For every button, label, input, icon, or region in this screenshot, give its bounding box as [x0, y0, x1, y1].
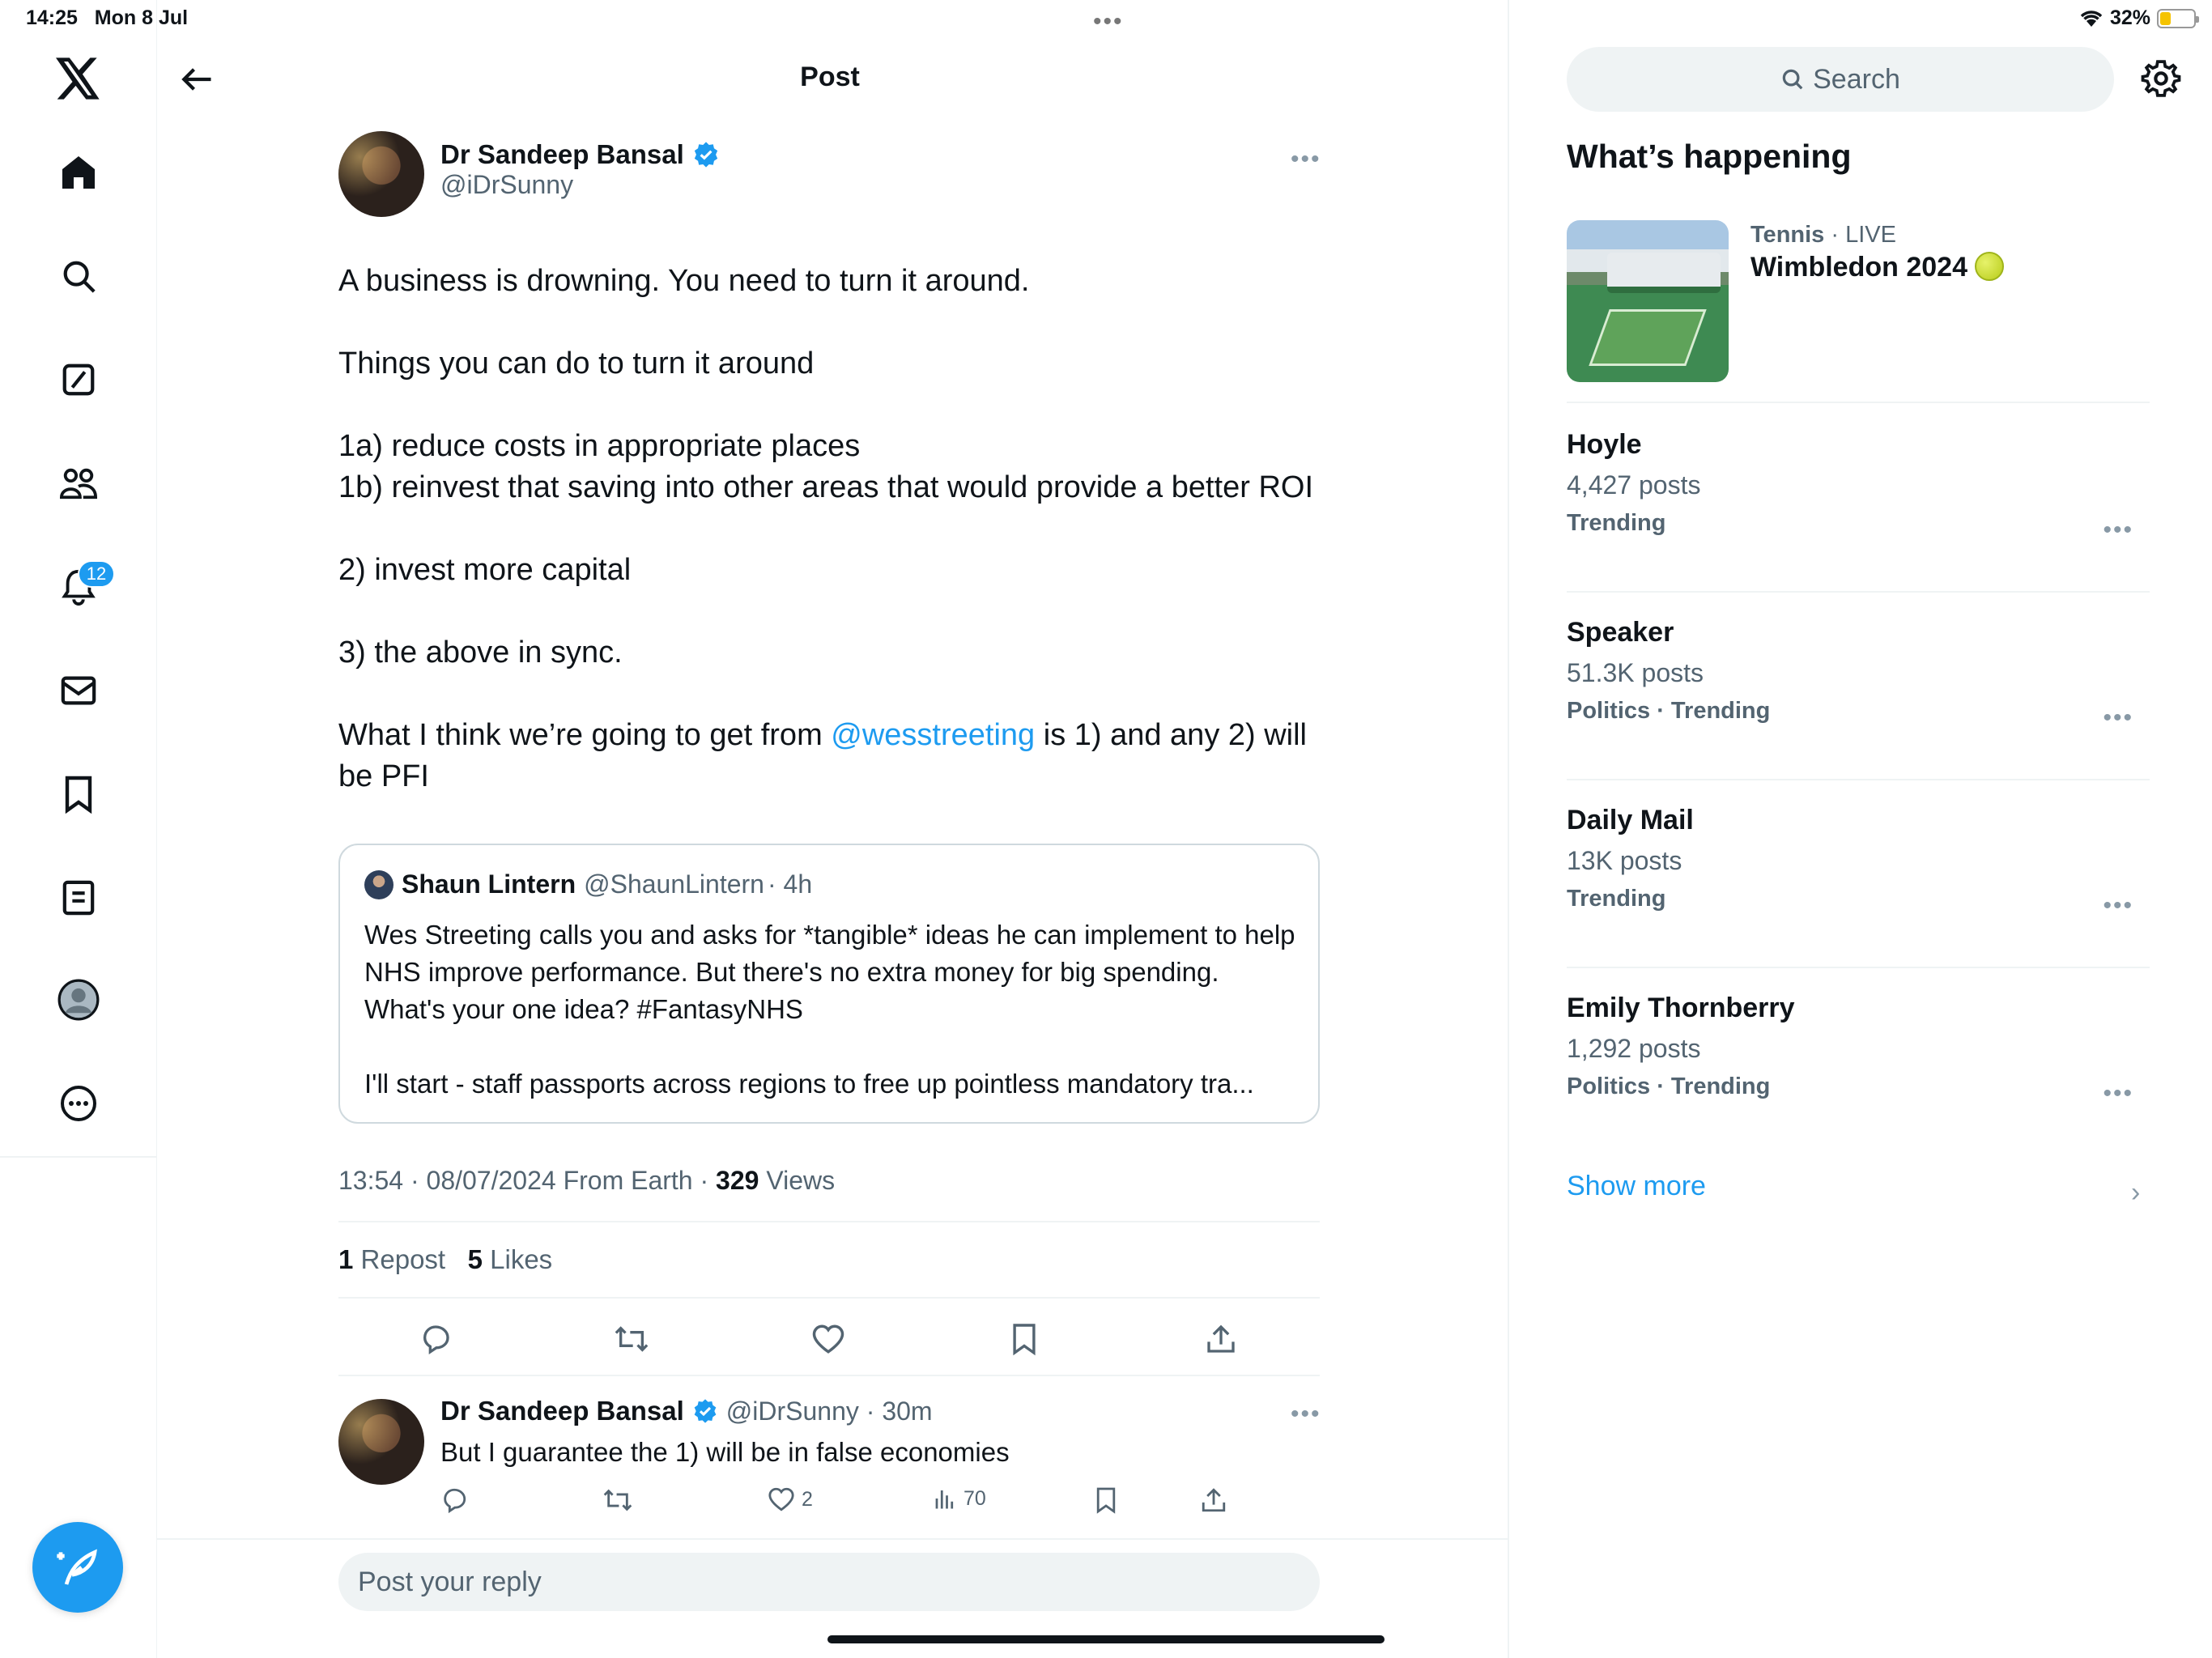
analytics-bars-icon [933, 1486, 957, 1511]
trend-post-count: 4,427 posts [1567, 470, 1701, 500]
post-action-bar [338, 1307, 1320, 1372]
featured-category: Tennis [1750, 222, 1825, 248]
communities-icon[interactable] [50, 455, 107, 512]
search-placeholder: Search [1813, 63, 1900, 95]
status-indicators [2079, 6, 2196, 30]
divider [338, 1375, 1320, 1376]
trend-divider [1567, 967, 2150, 968]
featured-category-row [1750, 222, 2004, 249]
compose-post-button[interactable] [32, 1522, 123, 1613]
trend-item[interactable] [1567, 429, 2150, 583]
post-more-icon[interactable]: ••• [1291, 146, 1321, 172]
reply-share-icon[interactable] [1200, 1486, 1227, 1514]
featured-title: Wimbledon 2024 [1750, 252, 1967, 283]
bookmark-icon[interactable] [1004, 1319, 1044, 1359]
post-text-line [338, 591, 1334, 632]
trend-divider [1567, 779, 2150, 780]
reply-author-avatar[interactable] [338, 1399, 424, 1485]
x-logo-icon[interactable] [50, 50, 107, 107]
post-text-line: 1a) reduce costs in appropriate places [338, 429, 861, 463]
composer-divider [157, 1538, 1508, 1540]
repost-label: Repost [353, 1244, 446, 1274]
post-body [338, 261, 1334, 797]
trend-item[interactable] [1567, 993, 2150, 1146]
likes-stat[interactable] [468, 1244, 553, 1274]
trend-context: Trending [1567, 886, 1666, 912]
thumbnail-stand [1607, 253, 1721, 293]
views-label: Views [759, 1166, 836, 1195]
nav-divider [0, 1156, 157, 1158]
post-text-line: A business is drowning. You need to turn it around. [338, 264, 1030, 298]
reply-icon[interactable] [415, 1319, 456, 1359]
divider [338, 1221, 1320, 1222]
wimbledon-thumbnail[interactable] [1567, 220, 1729, 382]
lists-icon[interactable] [50, 869, 107, 926]
like-heart-icon[interactable] [808, 1319, 849, 1359]
status-time: 14:25 [26, 6, 78, 29]
battery-percent: 32% [2109, 6, 2150, 29]
trend-title: Speaker [1567, 617, 1674, 648]
post-text-line: 3) the above in sync. [338, 636, 623, 670]
post-text-line [338, 385, 1334, 426]
reply-reply-icon[interactable] [440, 1486, 468, 1514]
back-arrow-icon [180, 65, 214, 94]
trend-post-count: 1,292 posts [1567, 1034, 1701, 1063]
trend-post-count: 51.3K posts [1567, 658, 1704, 687]
post-text-segment: is 1) and any 2) will be PFI [338, 718, 1316, 793]
bookmarks-icon[interactable] [50, 766, 107, 823]
trend-title: Daily Mail [1567, 805, 1694, 835]
post-text-line: Things you can do to turn it around [338, 346, 815, 380]
composer-placeholder: Post your reply [358, 1566, 542, 1597]
avatar-glow [338, 1399, 424, 1485]
quoted-author-name: Shaun Lintern [402, 869, 576, 899]
reply-bookmark-icon[interactable] [1095, 1486, 1117, 1514]
trend-more-icon[interactable]: ••• [2103, 517, 2133, 543]
battery-cap [2196, 16, 2199, 23]
battery-fill [2160, 12, 2171, 25]
quoted-post-card[interactable] [338, 844, 1320, 1124]
home-indicator[interactable] [827, 1635, 1385, 1643]
author-name[interactable]: Dr Sandeep Bansal [440, 139, 684, 169]
tennis-ball-icon [1975, 252, 2004, 281]
show-more-link[interactable]: Show more [1567, 1171, 1706, 1201]
avatar-glow [338, 131, 424, 217]
profile-icon[interactable] [50, 971, 107, 1028]
quoted-author-avatar [364, 870, 393, 899]
settings-gear-icon[interactable] [2141, 58, 2181, 99]
post-text-line [338, 302, 1334, 343]
grok-icon[interactable] [50, 351, 107, 408]
trend-divider [1567, 591, 2150, 593]
back-button[interactable] [174, 57, 219, 102]
quoted-post-time: · 4h [767, 869, 813, 899]
reply-like-heart-icon [768, 1486, 795, 1512]
post-text-segment: What I think we’re going to get from [338, 718, 832, 752]
battery-icon [2157, 9, 2196, 28]
main-column-border [1508, 0, 1509, 1658]
post-text-line [338, 508, 1334, 550]
trend-title: Hoyle [1567, 429, 1642, 460]
reply-more-icon[interactable]: ••• [1291, 1401, 1321, 1427]
repost-count: 1 [338, 1244, 354, 1274]
quoted-post-header [364, 869, 812, 899]
post-text-line [338, 674, 1334, 715]
view-count: 329 [716, 1166, 759, 1195]
status-date: Mon 8 Jul [94, 6, 189, 29]
search-input[interactable] [1567, 47, 2114, 112]
live-label: · LIVE [1824, 222, 1896, 248]
trend-context: Politics · Trending [1567, 698, 1771, 724]
author-avatar[interactable] [338, 131, 424, 217]
engagement-stats [338, 1244, 552, 1275]
author-info [440, 139, 720, 200]
home-icon[interactable] [50, 144, 107, 201]
verified-badge-icon [692, 141, 720, 168]
reply-handle-time[interactable]: @iDrSunny · 30m [725, 1396, 933, 1426]
thumbnail-court [1589, 309, 1706, 366]
trend-divider [1567, 402, 2150, 403]
featured-title-row [1750, 252, 2004, 283]
left-navigation [0, 0, 157, 1658]
reply-composer-input[interactable] [338, 1553, 1320, 1611]
multitasking-dots[interactable]: ••• [1093, 8, 1124, 35]
author-handle[interactable]: @iDrSunny [440, 170, 574, 199]
trend-more-icon[interactable]: ••• [2103, 1080, 2133, 1107]
trend-item[interactable] [1567, 805, 2150, 959]
messages-mail-icon[interactable] [50, 662, 107, 719]
post-text-line: 2) invest more capital [338, 553, 632, 587]
trend-context: Trending [1567, 510, 1666, 536]
trend-item[interactable] [1567, 617, 2150, 771]
page-title: Post [800, 62, 860, 92]
share-icon[interactable] [1201, 1319, 1241, 1359]
trend-title: Emily Thornberry [1567, 993, 1795, 1023]
quoted-text-paragraph: Wes Streeting calls you and asks for *tangible* ideas he can implement to help NHS improve performance. But there's no extra money for big spending. What's your one idea? #FantasyNHS [364, 920, 1295, 1024]
divider [338, 1297, 1320, 1299]
reply-author-name-text: Dr Sandeep Bansal [440, 1396, 684, 1426]
reply-text: But I guarantee the 1) will be in false economies [440, 1437, 1010, 1467]
reply-author-name[interactable] [440, 1396, 718, 1426]
post-time-source: 13:54 · 08/07/2024 From Earth · [338, 1166, 717, 1195]
mention-link[interactable]: @wesstreeting [831, 718, 1036, 752]
author-name-row[interactable] [440, 139, 720, 170]
reply-like-button[interactable] [768, 1486, 813, 1512]
featured-trend[interactable] [1750, 222, 2004, 283]
notifications-badge: 12 [78, 560, 115, 588]
wifi-icon [2079, 9, 2104, 28]
quoted-author-handle: @ShaunLintern [584, 869, 764, 899]
trend-more-icon[interactable]: ••• [2103, 704, 2133, 731]
post-last-line [338, 715, 1334, 797]
search-icon [1780, 67, 1805, 91]
post-text-lines [338, 261, 1334, 715]
quoted-post-text [364, 916, 1304, 1103]
reply-view-count: 70 [963, 1486, 986, 1510]
likes-count: 5 [467, 1244, 483, 1274]
post-timestamp [338, 1166, 835, 1196]
chevron-right-icon: › [2131, 1177, 2141, 1208]
more-options-icon[interactable] [50, 1075, 107, 1132]
reply-views-button[interactable] [933, 1486, 986, 1511]
trend-post-count: 13K posts [1567, 846, 1682, 875]
reply-repost-icon[interactable] [602, 1486, 633, 1514]
trend-more-icon[interactable]: ••• [2103, 892, 2133, 919]
explore-search-icon[interactable] [50, 248, 107, 304]
repost-icon[interactable] [611, 1319, 652, 1359]
trend-context: Politics · Trending [1567, 1073, 1771, 1099]
compose-feather-icon [55, 1545, 100, 1590]
post-text-line: 1b) reinvest that saving into other areas that would provide a better ROI [338, 470, 1313, 504]
whats-happening-title: What’s happening [1567, 138, 1852, 175]
reply-like-count: 2 [802, 1487, 813, 1511]
quoted-text-paragraph: I'll start - staff passports across regions to free up pointless mandatory tra... [364, 1069, 1254, 1099]
repost-stat[interactable] [338, 1244, 445, 1274]
verified-badge-icon [692, 1398, 718, 1424]
reply-header [440, 1396, 933, 1426]
likes-label: Likes [482, 1244, 553, 1274]
